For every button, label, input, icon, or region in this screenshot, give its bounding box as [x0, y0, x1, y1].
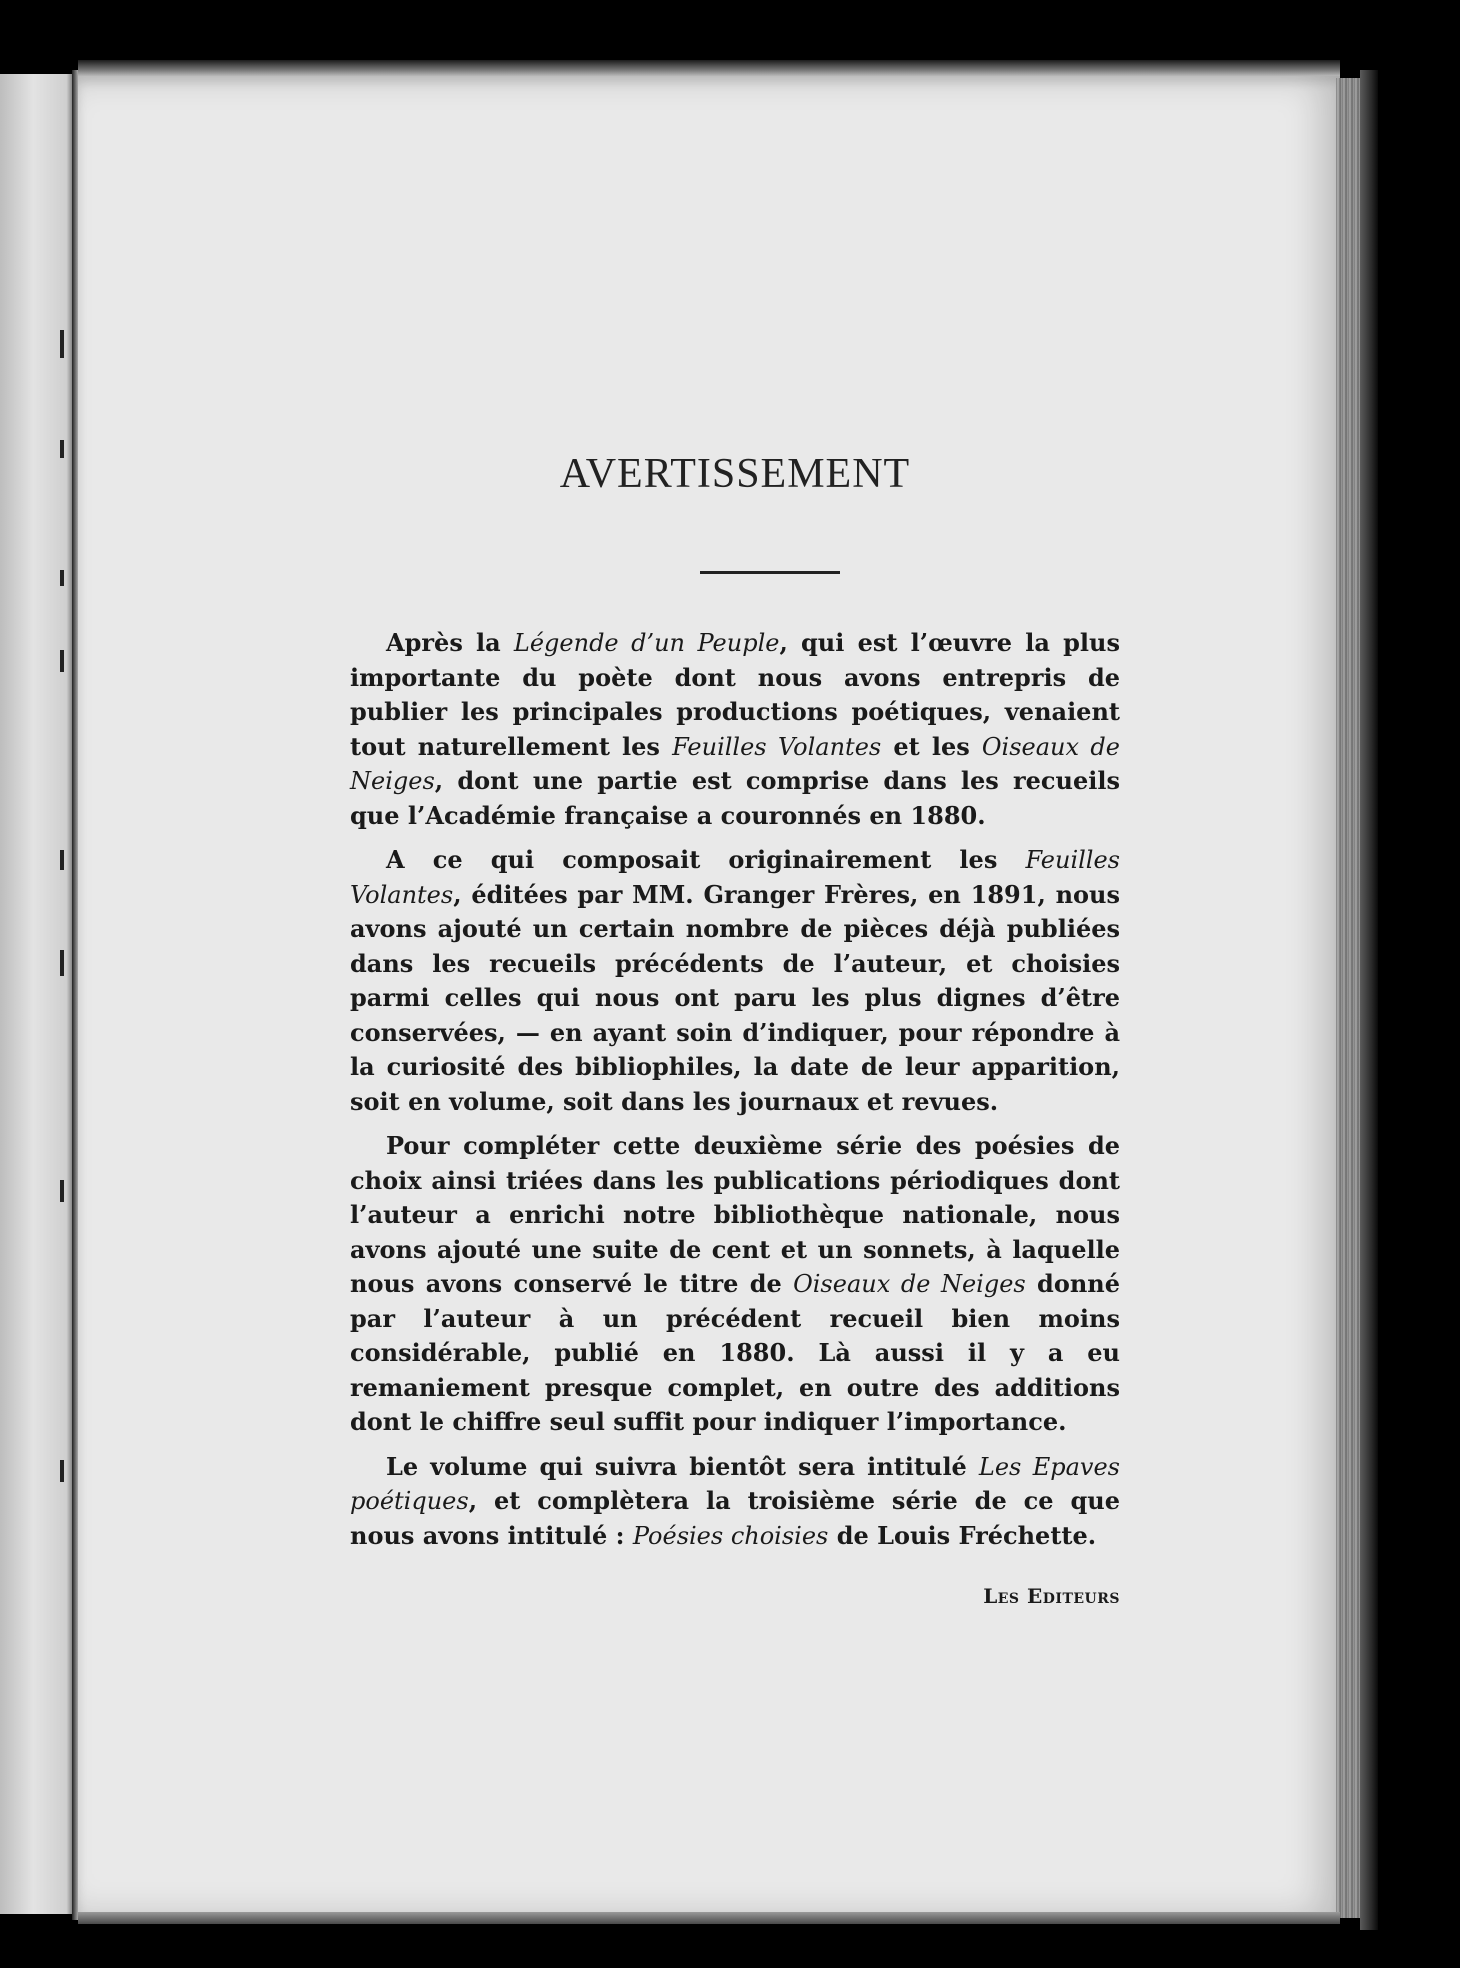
italic-title-run: Feuilles Volantes	[350, 846, 1120, 909]
text-run: , éditées par MM. Granger Frères, en 1891, nous avons ajouté un certain nombre de pièces déjà publiées dans les recueils précédents de l’auteur, et choisies parmi celles qui nous ont paru les plus dignes d’être conservées, — en ayant soin d’indiquer, pour répondre à la curiosité des bibliophiles, la date de leur apparition, soit en volume, soit dans les journaux et revues.	[350, 879, 1120, 1116]
text-run: et les	[881, 731, 982, 761]
paragraph	[350, 1450, 1120, 1554]
page-bottom-shadow	[78, 1912, 1340, 1924]
italic-title-run: Feuilles Volantes	[672, 732, 882, 761]
text-run: donné par l’auteur à un précédent recueil bien moins considérable, publié en 1880. Là aussi il y a eu remaniement presque complet, en outre des additions dont le chiffre seul suffit pour indiquer l’importance.	[350, 1269, 1121, 1436]
paragraph	[350, 626, 1120, 833]
italic-title-run: Oiseaux de Neiges	[793, 1270, 1026, 1298]
text-run: , et complètera la troisième série de ce que nous avons intitulé :	[350, 1486, 1120, 1550]
italic-title-run: Les Epaves poétiques	[350, 1452, 1120, 1515]
body-text	[350, 626, 1120, 1563]
text-run: , dont une partie est comprise dans les recueils que l’Académie française a couronnés en 1880.	[350, 766, 1120, 830]
italic-title-run: Légende d’un Peuple	[513, 629, 780, 657]
text-run: Le volume qui suivra bientôt sera intitulé	[386, 1451, 979, 1481]
text-run: Après la	[386, 628, 514, 657]
italic-title-run: Poésies choisies	[632, 1521, 829, 1550]
title-rule	[700, 571, 840, 574]
signature: Les Editeurs	[983, 1584, 1120, 1608]
page-title: AVERTISSEMENT	[559, 451, 911, 497]
text-run: A ce qui composait originairement les	[386, 845, 1026, 874]
text-run: , qui est l’œuvre la plus importante du poète dont nous avons entrepris de publier les principales productions poétiques, venaient tout naturellement les	[350, 628, 1121, 761]
text-run: Pour compléter cette deuxième série des poésies de choix ainsi triées dans les publications périodiques dont l’auteur a enrichi notre bibliothèque nationale, nous avons ajouté une suite de cent et un sonnets, à laquelle nous avons conservé le titre de	[350, 1131, 1120, 1298]
page-content	[350, 450, 1120, 1650]
italic-title-run: Oiseaux de Neiges	[350, 732, 1120, 795]
text-run: de Louis Fréchette.	[828, 1520, 1097, 1550]
paragraph	[350, 843, 1120, 1119]
book-cover-edge	[1360, 70, 1378, 1930]
left-page-marks	[60, 330, 70, 1630]
page-fore-edge	[1336, 78, 1360, 1918]
paragraph	[350, 1129, 1120, 1440]
